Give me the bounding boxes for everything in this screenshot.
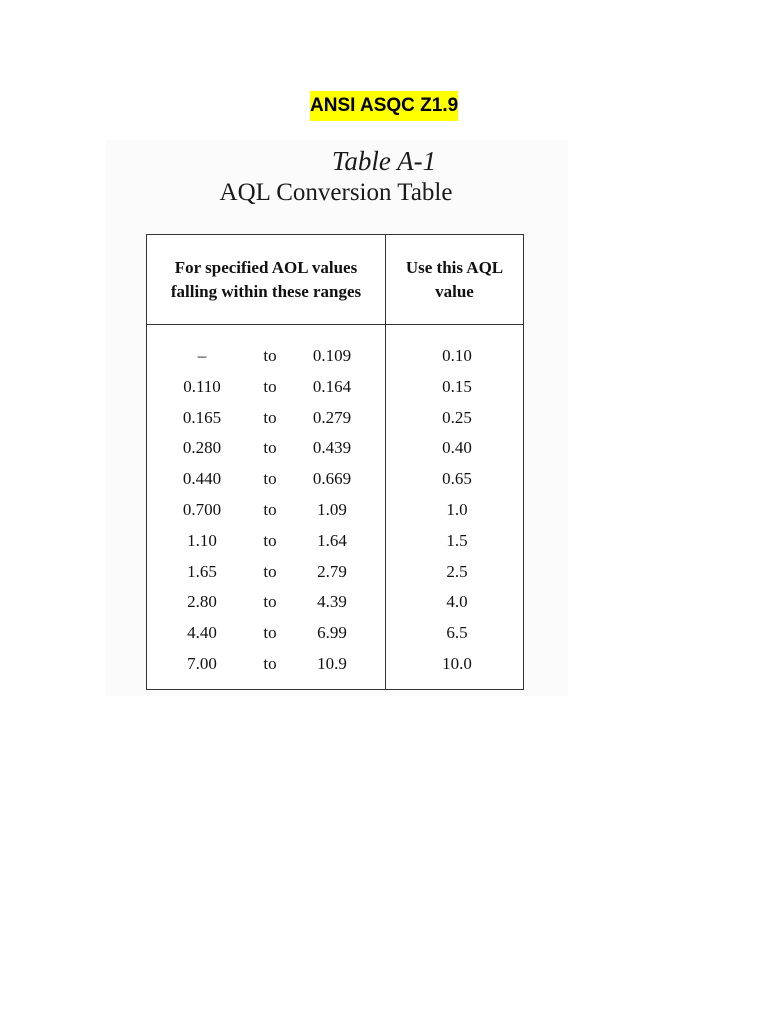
aql-value-cell: 0.40 xyxy=(442,438,472,458)
table-row xyxy=(147,587,523,618)
header-aql-column xyxy=(386,235,523,324)
table-row xyxy=(147,649,523,680)
aql-conversion-table xyxy=(146,234,524,690)
table-row xyxy=(147,557,523,588)
range-lower-cell: 4.40 xyxy=(187,623,217,643)
range-to-cell: to xyxy=(263,561,277,581)
range-lower-cell: 0.440 xyxy=(182,469,222,489)
range-upper-cell: 4.39 xyxy=(317,592,347,612)
table-row xyxy=(147,618,523,649)
table-row xyxy=(147,341,523,372)
range-upper-cell: 2.79 xyxy=(317,561,347,581)
range-to-cell: to xyxy=(263,376,277,396)
header-range-line-2: falling within these ranges xyxy=(170,281,362,301)
aql-value-cell: 10.0 xyxy=(442,653,472,673)
aql-value-cell: 0.15 xyxy=(442,376,472,396)
aql-value-cell: 2.5 xyxy=(446,561,468,581)
aql-value-cell: 1.0 xyxy=(446,499,468,519)
range-to-cell: to xyxy=(263,592,277,612)
document-heading: ANSI ASQC Z1.9 xyxy=(310,91,458,121)
aql-value-cell: 0.10 xyxy=(442,346,472,365)
range-to-cell: to xyxy=(263,653,277,673)
header-range-line-1: For specified AOL values xyxy=(174,257,358,277)
table-body xyxy=(147,341,523,680)
aql-value-cell: 0.25 xyxy=(442,407,472,427)
range-lower-cell: 7.00 xyxy=(187,653,217,673)
range-upper-cell: 0.669 xyxy=(312,469,352,489)
table-row xyxy=(147,464,523,495)
header-divider xyxy=(147,324,523,325)
range-upper-cell: 0.439 xyxy=(312,438,352,458)
range-to-cell: to xyxy=(263,530,277,550)
range-lower-cell: 0.110 xyxy=(183,376,221,396)
header-aql-line-1: Use this AQL xyxy=(405,257,504,277)
range-lower-cell: – xyxy=(197,346,207,365)
aql-value-cell: 6.5 xyxy=(446,623,468,643)
table-row xyxy=(147,403,523,434)
range-upper-cell: 0.109 xyxy=(312,346,352,365)
aql-value-cell: 4.0 xyxy=(446,592,468,612)
range-lower-cell: 0.165 xyxy=(182,407,222,427)
range-to-cell: to xyxy=(263,623,277,643)
header-range-column xyxy=(147,235,385,324)
aql-value-cell: 0.65 xyxy=(442,469,472,489)
range-upper-cell: 1.64 xyxy=(317,530,347,550)
table-number: Table A-1 xyxy=(331,146,437,176)
range-lower-cell: 0.700 xyxy=(182,499,222,519)
range-to-cell: to xyxy=(263,346,277,365)
range-lower-cell: 1.10 xyxy=(187,530,217,550)
range-lower-cell: 2.80 xyxy=(187,592,217,612)
range-to-cell: to xyxy=(263,499,277,519)
range-upper-cell: 6.99 xyxy=(317,623,347,643)
table-row xyxy=(147,433,523,464)
aql-value-cell: 1.5 xyxy=(446,530,468,550)
range-lower-cell: 0.280 xyxy=(182,438,222,458)
table-title: AQL Conversion Table xyxy=(219,179,453,206)
header-aql-line-2: value xyxy=(435,281,474,301)
range-upper-cell: 0.279 xyxy=(312,407,352,427)
range-to-cell: to xyxy=(263,407,277,427)
table-row xyxy=(147,495,523,526)
range-upper-cell: 10.9 xyxy=(317,653,347,673)
range-to-cell: to xyxy=(263,469,277,489)
range-lower-cell: 1.65 xyxy=(187,561,217,581)
range-upper-cell: 1.09 xyxy=(317,499,347,519)
table-row xyxy=(147,526,523,557)
table-row xyxy=(147,372,523,403)
range-upper-cell: 0.164 xyxy=(312,376,352,396)
range-to-cell: to xyxy=(263,438,277,458)
